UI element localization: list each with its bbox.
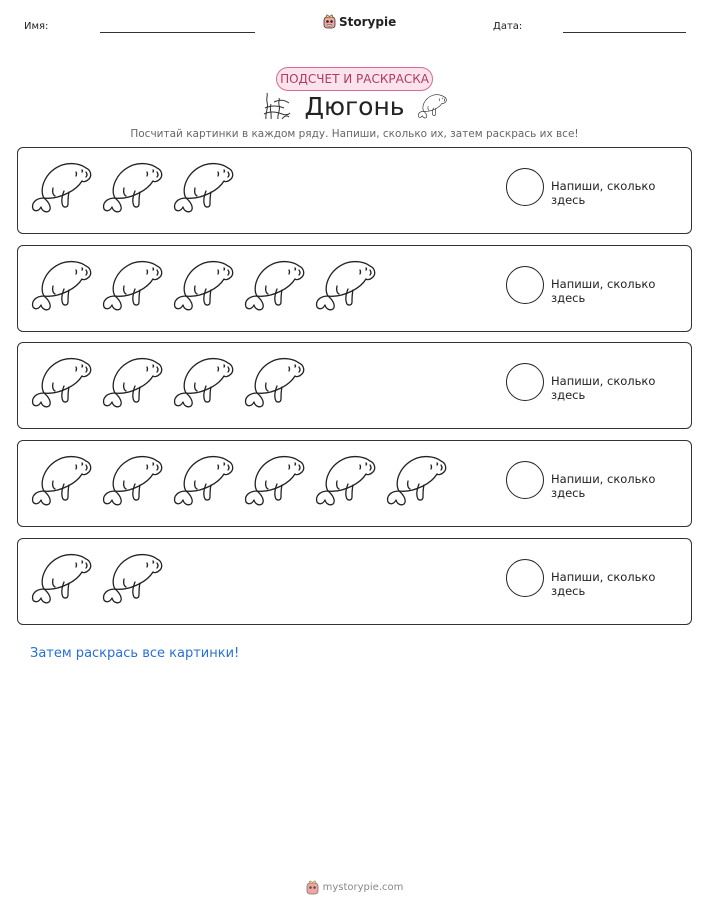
dugong-group xyxy=(28,256,378,314)
worksheet-type-badge: ПОДСЧЕТ И РАСКРАСКА xyxy=(276,67,433,91)
answer-circle[interactable] xyxy=(506,363,544,401)
count-row xyxy=(17,538,692,625)
dugong-icon[interactable] xyxy=(99,451,165,509)
name-label: Имя: xyxy=(24,21,49,32)
brand-name: Storypie xyxy=(339,14,397,29)
dugong-icon[interactable] xyxy=(170,256,236,314)
answer-circle[interactable] xyxy=(506,266,544,304)
brand-logo xyxy=(323,14,396,29)
page-title: Дюгонь xyxy=(304,92,405,121)
dugong-icon xyxy=(415,92,449,120)
answer-circle[interactable] xyxy=(506,168,544,206)
dugong-icon[interactable] xyxy=(241,353,307,411)
write-count-label: Напиши, сколько здесь xyxy=(551,570,656,598)
dugong-icon[interactable] xyxy=(170,353,236,411)
dugong-icon[interactable] xyxy=(28,549,94,607)
footer-url[interactable]: mystorypie.com xyxy=(322,882,404,893)
date-label: Дата: xyxy=(493,21,523,32)
color-instruction: Затем раскрась все картинки! xyxy=(30,646,240,661)
count-row xyxy=(17,245,692,332)
write-count-label: Напиши, сколько здесь xyxy=(551,179,656,207)
write-count-label: Напиши, сколько здесь xyxy=(551,277,656,305)
storypie-logo-icon xyxy=(306,880,319,895)
dugong-group xyxy=(28,158,236,216)
answer-circle[interactable] xyxy=(506,461,544,499)
write-count-label: Напиши, сколько здесь xyxy=(551,472,656,500)
dugong-icon[interactable] xyxy=(28,256,94,314)
write-count-label: Напиши, сколько здесь xyxy=(551,374,656,402)
instructions: Посчитай картинки в каждом ряду. Напиши, сколько их, затем раскрась их все! xyxy=(130,128,579,140)
dugong-icon[interactable] xyxy=(170,158,236,216)
dugong-group xyxy=(28,353,307,411)
count-row xyxy=(17,147,692,234)
dugong-icon[interactable] xyxy=(99,353,165,411)
dugong-group xyxy=(28,451,449,509)
dugong-icon[interactable] xyxy=(99,549,165,607)
dugong-icon[interactable] xyxy=(383,451,449,509)
name-line[interactable] xyxy=(100,32,255,33)
dugong-group xyxy=(28,549,165,607)
dugong-icon[interactable] xyxy=(28,158,94,216)
dugong-icon[interactable] xyxy=(28,451,94,509)
dugong-icon[interactable] xyxy=(312,256,378,314)
date-line[interactable] xyxy=(563,32,686,33)
footer xyxy=(0,880,709,895)
count-row xyxy=(17,440,692,527)
dugong-icon[interactable] xyxy=(99,256,165,314)
dugong-icon[interactable] xyxy=(241,256,307,314)
count-row xyxy=(17,342,692,429)
dugong-icon[interactable] xyxy=(28,353,94,411)
storypie-logo-icon xyxy=(323,14,336,29)
answer-circle[interactable] xyxy=(506,559,544,597)
dugong-icon[interactable] xyxy=(241,451,307,509)
dugong-icon[interactable] xyxy=(312,451,378,509)
dugong-icon[interactable] xyxy=(99,158,165,216)
dugong-icon[interactable] xyxy=(170,451,236,509)
